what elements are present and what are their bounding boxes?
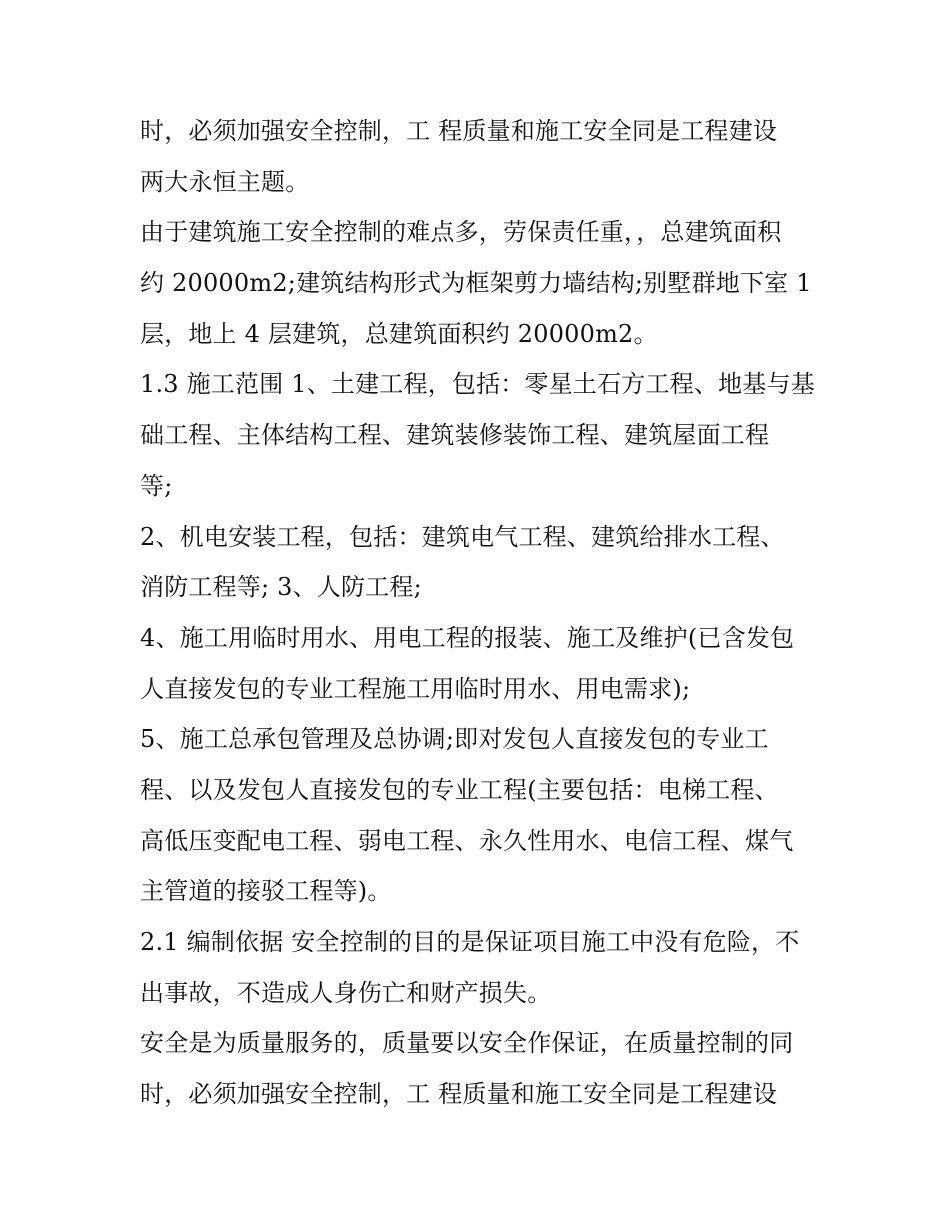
text-line: 4、施工用临时用水、用电工程的报装、施工及维护(已含发包 bbox=[140, 623, 795, 652]
text-line: 由于建筑施工安全控制的难点多，劳保责任重，，总建筑面积 bbox=[140, 218, 782, 247]
text-line: 1.3 施工范围 1、土建工程，包括：零星土石方工程、地基与基 bbox=[140, 370, 815, 399]
text-line: 2.1 编制依据 安全控制的目的是保证项目施工中没有危险，不 bbox=[140, 928, 800, 956]
text-line: 安全是为质量服务的，质量要以安全作保证，在质量控制的同 bbox=[140, 1029, 794, 1058]
text-line: 时，必须加强安全控制，工 程质量和施工安全同是工程建设 bbox=[140, 117, 778, 145]
text-line: 程、以及发包人直接发包的专业工程(主要包括：电梯工程、 bbox=[140, 775, 779, 804]
text-line: 出事故，不造成人身伤亡和财产损失。 bbox=[140, 978, 552, 1007]
text-line: 2、机电安装工程，包括：建筑电气工程、建筑给排水工程、 bbox=[140, 522, 785, 551]
text-line: 人直接发包的专业工程施工用临时用水、用电需求); bbox=[140, 674, 691, 703]
text-line: 约 20000m2;建筑结构形式为框架剪力墙结构;别墅群地下室 1 bbox=[140, 269, 812, 298]
document-text bbox=[140, 106, 840, 1120]
text-line: 主管道的接驳工程等)。 bbox=[140, 877, 392, 906]
text-line: 5、施工总承包管理及总协调;即对发包人直接发包的专业工 bbox=[140, 725, 769, 754]
text-line: 层，地上 4 层建筑，总建筑面积约 20000m2。 bbox=[140, 319, 658, 348]
text-line: 高低压变配电工程、弱电工程、永久性用水、电信工程、煤气 bbox=[140, 826, 794, 855]
text-line: 等; bbox=[140, 471, 173, 500]
text-line: 时，必须加强安全控制，工 程质量和施工安全同是工程建设 bbox=[140, 1080, 778, 1109]
text-line: 消防工程等; 3、人防工程; bbox=[140, 573, 422, 602]
text-line: 两大永恒主题。 bbox=[140, 167, 310, 196]
text-line: 础工程、主体结构工程、建筑装修装饰工程、建筑屋面工程 bbox=[140, 421, 770, 450]
